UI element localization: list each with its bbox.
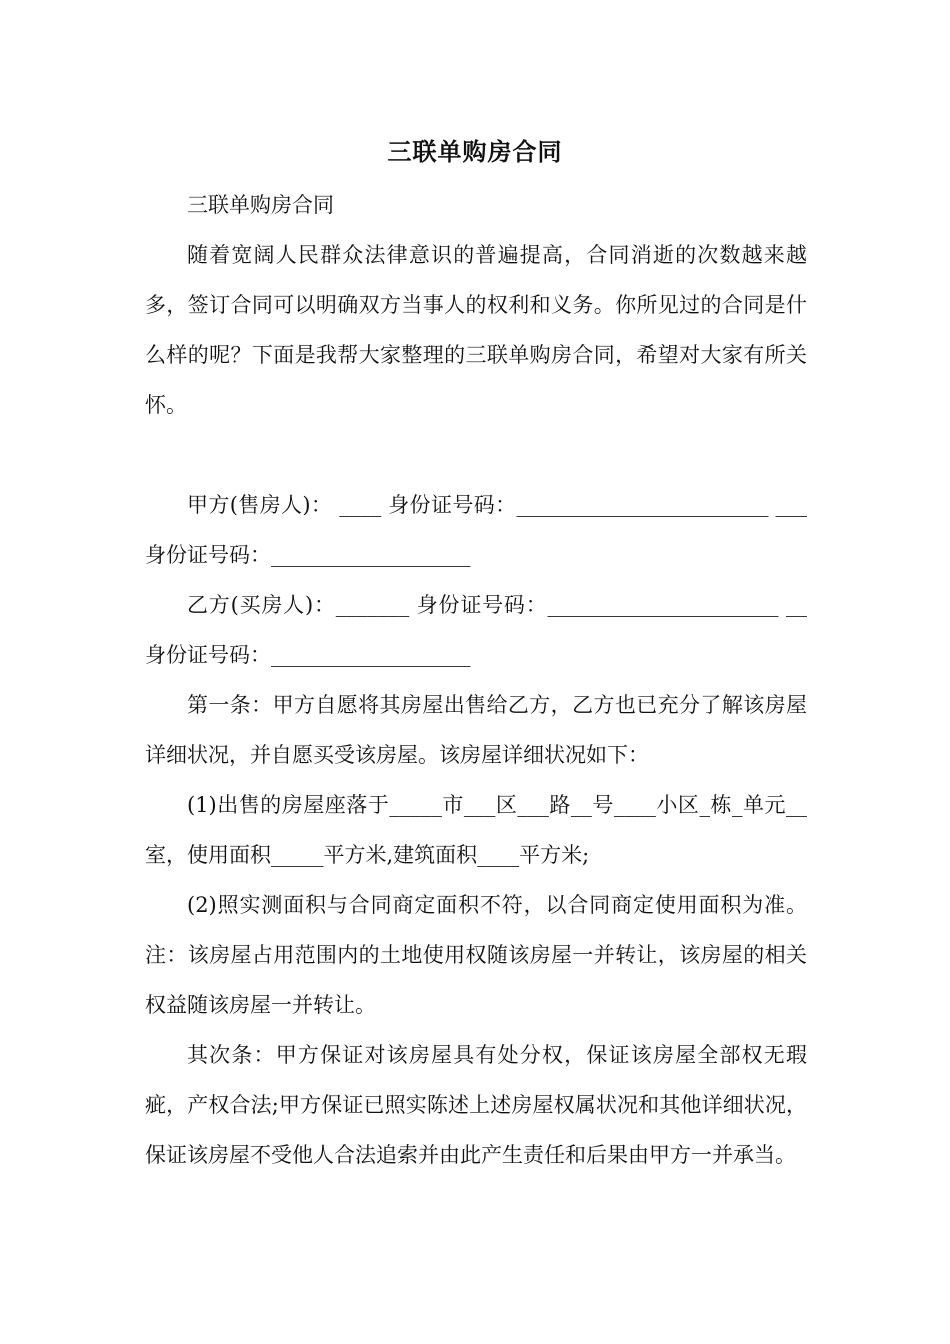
party-a-paragraph: 甲方(售房人)： ____ 身份证号码：________________________ ___ 身份证号码：___________________ (145, 493, 807, 567)
article-1-paragraph: 第一条：甲方自愿将其房屋出售给乙方，乙方也已充分了解该房屋详细状况，并自愿买受该房屋。该房屋详细状况如下： (145, 693, 807, 767)
document-body (145, 180, 807, 1180)
document-title: 三联单购房合同 (387, 137, 563, 166)
subtitle-paragraph: 三联单购房合同 (187, 193, 334, 217)
article-1-item-1-paragraph: (1)出售的房屋座落于_____市___区___路__号____小区_栋_单元__室，使用面积_____平方米,建筑面积____平方米; (145, 793, 807, 867)
intro-paragraph: 随着宽阔人民群众法律意识的普遍提高，合同消逝的次数越来越多，签订合同可以明确双方当事人的权利和义务。你所见过的合同是什么样的呢？下面是我帮大家整理的三联单购房合同，希望对大家有所关怀。 (145, 243, 807, 417)
article-1-item-2-paragraph: (2)照实测面积与合同商定面积不符，以合同商定使用面积为准。注：该房屋占用范围内的土地使用权随该房屋一并转让，该房屋的相关权益随该房屋一并转让。 (145, 893, 807, 1017)
party-b-paragraph: 乙方(买房人)：_______ 身份证号码：______________________ __ 身份证号码：___________________ (145, 593, 807, 667)
article-2-paragraph: 其次条：甲方保证对该房屋具有处分权，保证该房屋全部权无瑕疵，产权合法;甲方保证已照实陈述上述房屋权属状况和其他详细状况，保证该房屋不受他人合法追索并由此产生责任和后果由甲方一并承当。 (145, 1043, 807, 1167)
